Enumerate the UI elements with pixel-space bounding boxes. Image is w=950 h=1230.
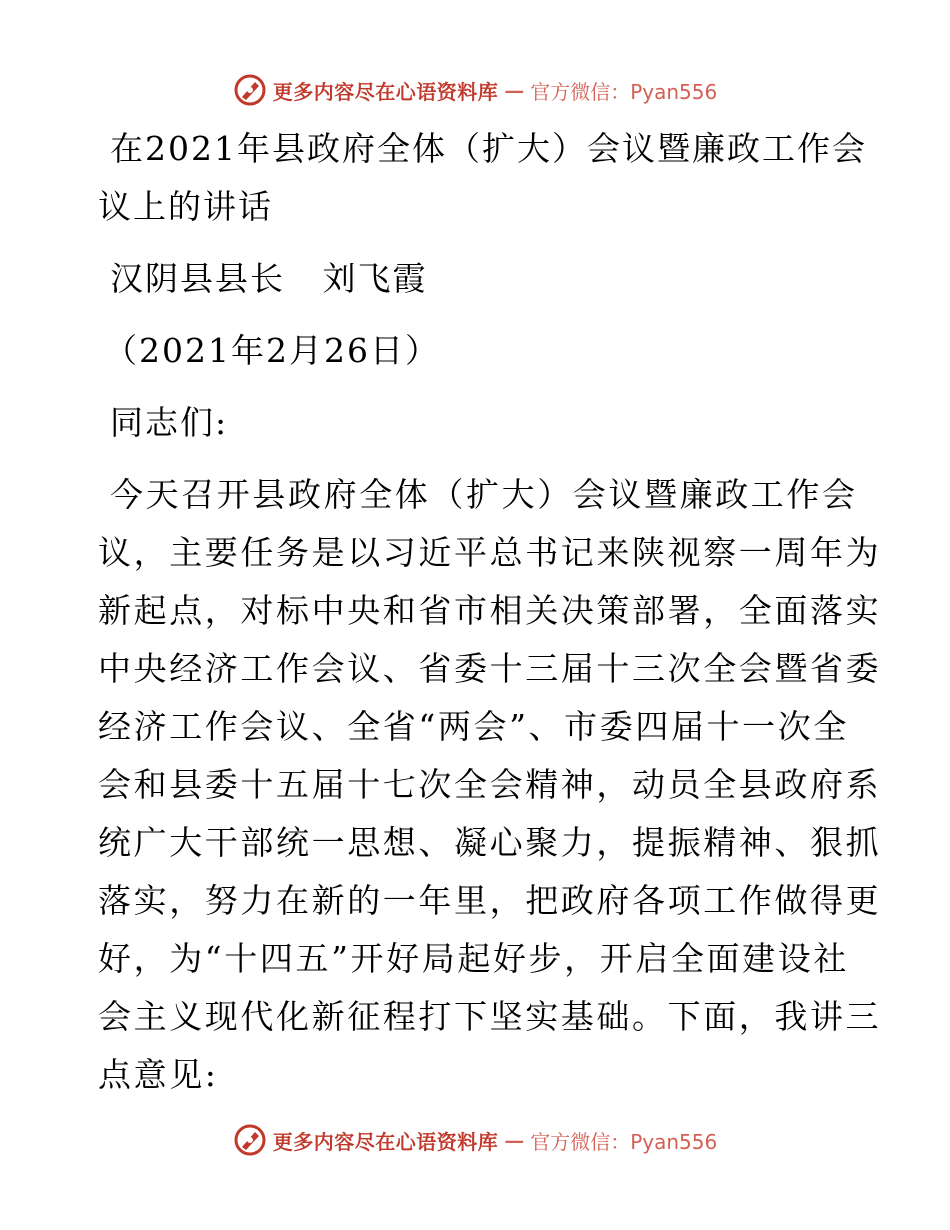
watermark-text: 更多内容尽在心语资料库: [272, 79, 499, 104]
watermark-separator: —: [504, 78, 525, 102]
paragraph-line: 统广大干部统一思想、凝心聚力，提振精神、狠抓: [98, 823, 882, 862]
main-paragraph: [98, 466, 882, 1104]
watermark-wechat: 官方微信：Pyan556: [530, 1129, 718, 1154]
author-line: 汉阴县县长 刘飞霞: [110, 259, 428, 298]
paragraph-line: 新起点，对标中央和省市相关决策部署，全面落实: [98, 591, 882, 630]
watermark-text: 更多内容尽在心语资料库: [272, 1129, 499, 1154]
paragraph-line: 今天召开县政府全体（扩大）会议暨廉政工作会: [110, 475, 858, 514]
paragraph-line: 经济工作会议、全省“两会”、市委四届十一次全: [98, 707, 849, 746]
paragraph-line: 落实，努力在新的一年里，把政府各项工作做得更: [98, 881, 882, 920]
paragraph-line: 会和县委十五届十七次全会精神，动员全县政府系: [98, 765, 882, 804]
paragraph-line: 议，主要任务是以习近平总书记来陕视察一周年为: [98, 533, 882, 572]
pen-logo-icon: [233, 1123, 267, 1157]
paragraph-line: 点意见:: [98, 1055, 219, 1094]
date-line: （2021年2月26日）: [104, 331, 440, 370]
document-body: [98, 120, 882, 1104]
title-line-2: 议上的讲话: [98, 187, 273, 226]
watermark-separator: —: [504, 1128, 525, 1152]
paragraph-line: 中央经济工作会议、省委十三届十三次全会暨省委: [98, 649, 882, 688]
header-watermark-banner: [0, 70, 950, 110]
title-line-1: 在2021年县政府全体（扩大）会议暨廉政工作会: [110, 129, 867, 168]
paragraph-line: 会主义现代化新征程打下坚实基础。下面，我讲三: [98, 997, 882, 1036]
pen-logo-icon: [233, 73, 267, 107]
footer-watermark-banner: [0, 1120, 950, 1160]
salutation: 同志们:: [110, 403, 229, 442]
watermark-wechat: 官方微信：Pyan556: [530, 79, 718, 104]
paragraph-line: 好，为“十四五”开好局起好步，开启全面建设社: [98, 939, 849, 978]
